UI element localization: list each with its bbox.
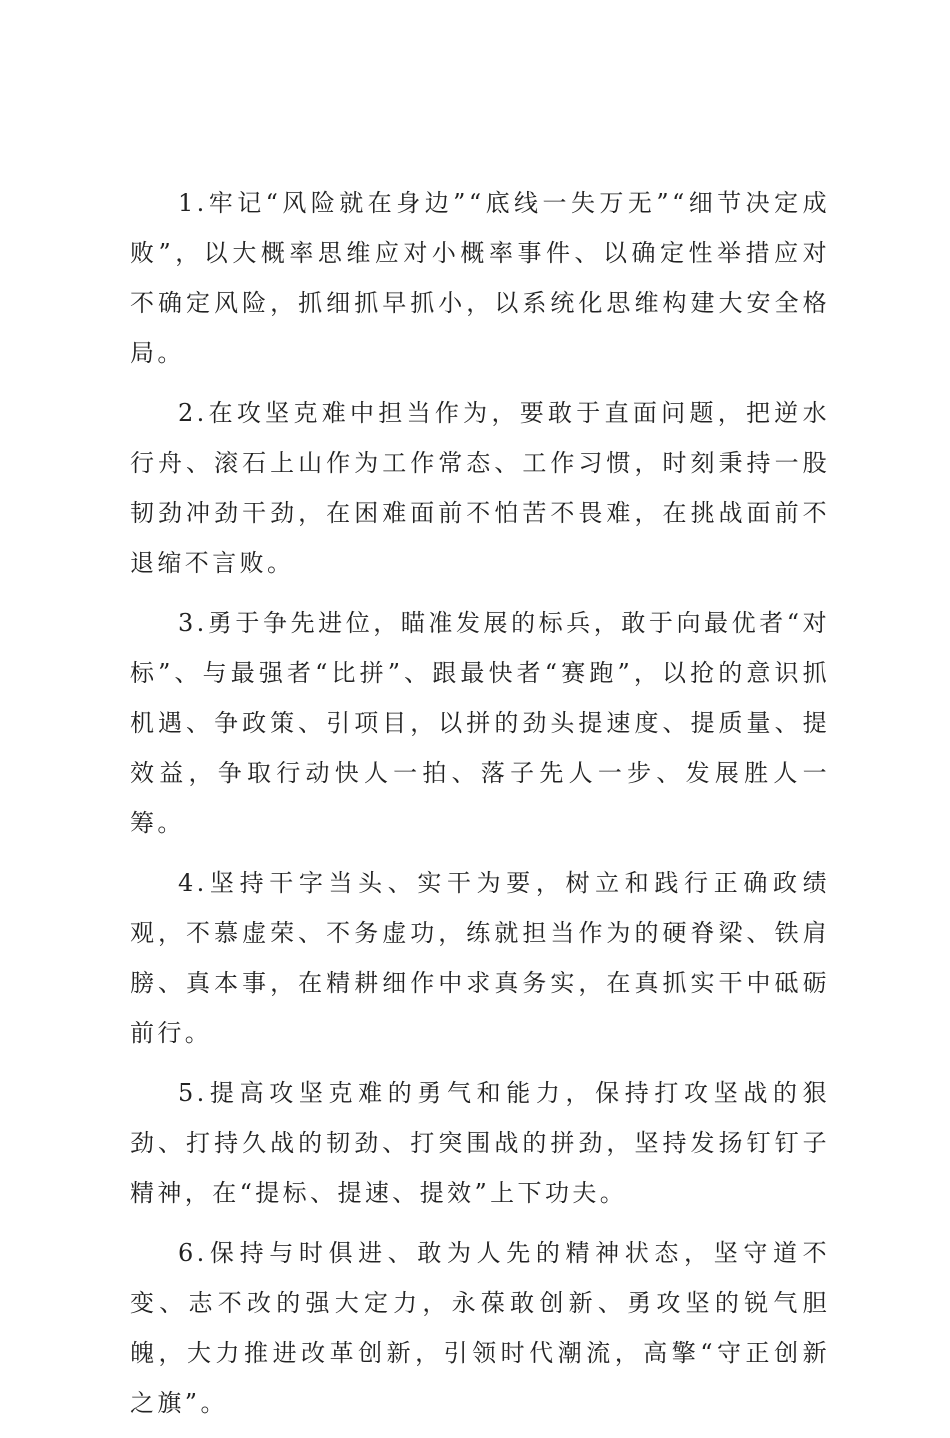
document-body [130, 178, 830, 1438]
paragraph-6: 6.保持与时俱进、敢为人先的精神状态，坚守道不变、志不改的强大定力，永葆敢创新、勇攻坚的锐气胆魄，大力推进改革创新，引领时代潮流，高擎“守正创新之旗”。 [130, 1239, 830, 1417]
paragraph-2: 2.在攻坚克难中担当作为，要敢于直面问题，把逆水行舟、滚石上山作为工作常态、工作习惯，时刻秉持一股韧劲冲劲干劲，在困难面前不怕苦不畏难，在挑战面前不退缩不言败。 [130, 399, 830, 577]
paragraph-3: 3.勇于争先进位，瞄准发展的标兵，敢于向最优者“对标”、与最强者“比拼”、跟最快者“赛跑”，以抢的意识抓机遇、争政策、引项目，以拼的劲头提速度、提质量、提效益，争取行动快人一拍、落子先人一步、发展胜人一筹。 [130, 609, 830, 837]
paragraph-5: 5.提高攻坚克难的勇气和能力，保持打攻坚战的狠劲、打持久战的韧劲、打突围战的拼劲，坚持发扬钉钉子精神，在“提标、提速、提效”上下功夫。 [130, 1079, 830, 1207]
paragraph-4: 4.坚持干字当头、实干为要，树立和践行正确政绩观，不慕虚荣、不务虚功，练就担当作为的硬脊梁、铁肩膀、真本事，在精耕细作中求真务实，在真抓实干中砥砺前行。 [130, 869, 830, 1047]
paragraph-1: 1.牢记“风险就在身边”“底线一失万无”“细节决定成败”，以大概率思维应对小概率事件、以确定性举措应对不确定风险，抓细抓早抓小，以系统化思维构建大安全格局。 [130, 189, 830, 367]
